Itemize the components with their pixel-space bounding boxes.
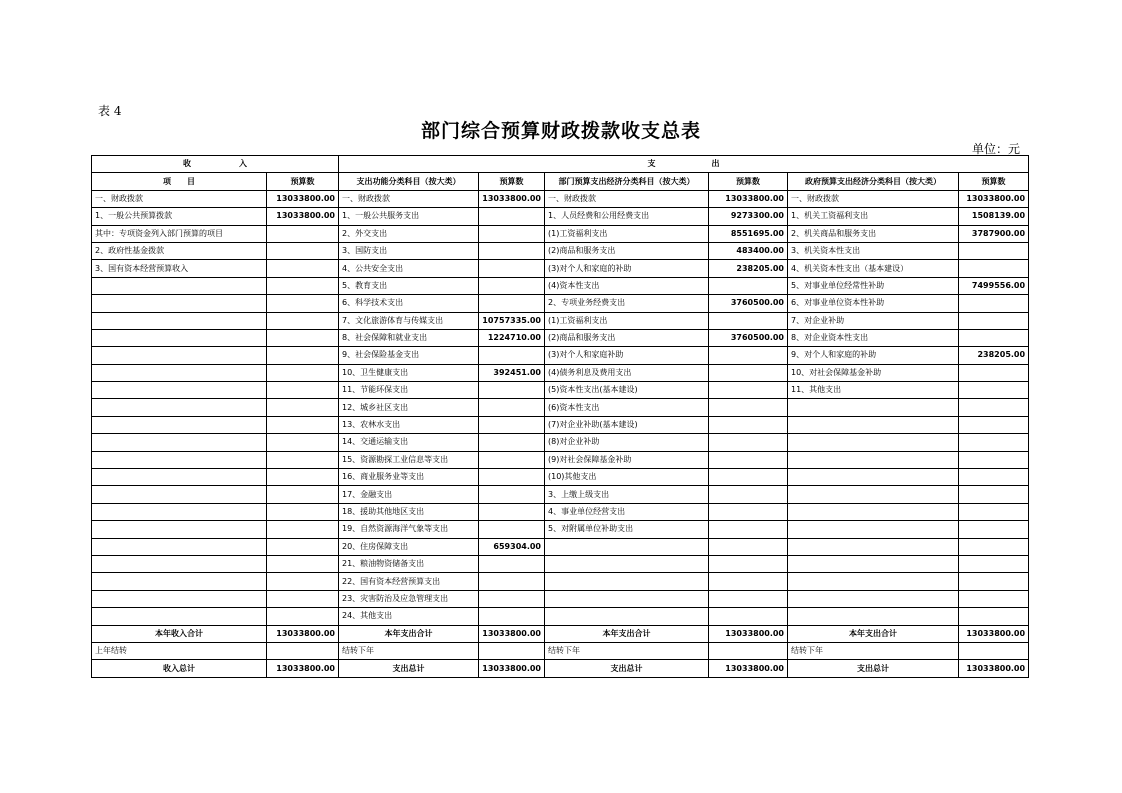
income-item-cell: 2、政府性基金拨款: [92, 242, 267, 259]
dept-econ-budget-cell: [709, 538, 788, 555]
dept-econ-item-cell: 一、财政拨款: [545, 190, 709, 207]
gov-econ-item-cell: [788, 469, 959, 486]
gov-econ-item-cell: 结转下年: [788, 642, 959, 659]
income-item-cell: [92, 555, 267, 572]
gov-econ-budget-cell: 7499556.00: [959, 277, 1029, 294]
function-item-cell: 3、国防支出: [339, 242, 479, 259]
function-item-cell: 10、卫生健康支出: [339, 364, 479, 381]
income-budget-cell: [267, 416, 339, 433]
dept-econ-budget-cell: [709, 277, 788, 294]
dept-econ-budget-cell: 13033800.00: [709, 625, 788, 642]
gov-econ-item-cell: [788, 608, 959, 625]
income-budget-cell: 13033800.00: [267, 190, 339, 207]
income-budget-cell: [267, 312, 339, 329]
income-budget-cell: [267, 295, 339, 312]
gov-econ-budget-cell: 13033800.00: [959, 190, 1029, 207]
gov-econ-item-cell: 6、对事业单位资本性补助: [788, 295, 959, 312]
income-budget-cell: 13033800.00: [267, 660, 339, 677]
income-item-cell: [92, 451, 267, 468]
gov-econ-budget-cell: [959, 399, 1029, 416]
function-item-cell: 12、城乡社区支出: [339, 399, 479, 416]
dept-econ-item-cell: (3)对个人和家庭的补助: [545, 260, 709, 277]
gov-econ-budget-cell: [959, 573, 1029, 590]
col-header-item: 项 目: [92, 173, 267, 190]
income-item-cell: [92, 503, 267, 520]
function-item-cell: 2、外交支出: [339, 225, 479, 242]
income-item-cell: 其中：专项资金列入部门预算的项目: [92, 225, 267, 242]
income-item-cell: 3、国有资本经营预算收入: [92, 260, 267, 277]
income-item-cell: [92, 538, 267, 555]
function-item-cell: 20、住房保障支出: [339, 538, 479, 555]
dept-econ-item-cell: (3)对个人和家庭补助: [545, 347, 709, 364]
gov-econ-budget-cell: 3787900.00: [959, 225, 1029, 242]
table-row: [92, 590, 1029, 607]
income-budget-cell: [267, 451, 339, 468]
function-item-cell: 7、文化旅游体育与传媒支出: [339, 312, 479, 329]
function-item-cell: 23、灾害防治及应急管理支出: [339, 590, 479, 607]
dept-econ-item-cell: 4、事业单位经营支出: [545, 503, 709, 520]
table-row: [92, 399, 1029, 416]
dept-econ-budget-cell: [709, 486, 788, 503]
function-budget-cell: 659304.00: [479, 538, 545, 555]
dept-econ-item-cell: (9)对社会保障基金补助: [545, 451, 709, 468]
dept-econ-budget-cell: [709, 590, 788, 607]
income-item-cell: [92, 573, 267, 590]
table-row: [92, 329, 1029, 346]
gov-econ-budget-cell: [959, 451, 1029, 468]
dept-econ-item-cell: [545, 590, 709, 607]
function-item-cell: 21、粮油物资储备支出: [339, 555, 479, 572]
dept-econ-budget-cell: [709, 434, 788, 451]
gov-econ-budget-cell: [959, 364, 1029, 381]
income-item-cell: [92, 416, 267, 433]
table-row: [92, 469, 1029, 486]
dept-econ-item-cell: [545, 538, 709, 555]
table-row: [92, 538, 1029, 555]
income-item-cell: [92, 590, 267, 607]
dept-econ-item-cell: [545, 608, 709, 625]
function-item-cell: 6、科学技术支出: [339, 295, 479, 312]
gov-econ-budget-cell: 1508139.00: [959, 208, 1029, 225]
gov-econ-budget-cell: [959, 242, 1029, 259]
function-budget-cell: [479, 503, 545, 520]
dept-econ-budget-cell: [709, 555, 788, 572]
income-budget-cell: [267, 399, 339, 416]
dept-econ-item-cell: (8)对企业补助: [545, 434, 709, 451]
table-row: [92, 208, 1029, 225]
gov-econ-budget-cell: [959, 469, 1029, 486]
gov-econ-budget-cell: [959, 486, 1029, 503]
dept-econ-item-cell: 2、专项业务经费支出: [545, 295, 709, 312]
income-budget-cell: [267, 382, 339, 399]
table-row: [92, 555, 1029, 572]
dept-econ-item-cell: [545, 573, 709, 590]
dept-econ-budget-cell: 238205.00: [709, 260, 788, 277]
income-budget-cell: [267, 590, 339, 607]
income-item-cell: [92, 399, 267, 416]
gov-econ-item-cell: [788, 486, 959, 503]
dept-econ-budget-cell: [709, 312, 788, 329]
function-budget-cell: [479, 416, 545, 433]
dept-econ-budget-cell: [709, 451, 788, 468]
function-budget-cell: 392451.00: [479, 364, 545, 381]
income-budget-cell: [267, 277, 339, 294]
gov-econ-item-cell: 7、对企业补助: [788, 312, 959, 329]
income-budget-cell: [267, 608, 339, 625]
function-budget-cell: [479, 399, 545, 416]
function-item-cell: 结转下年: [339, 642, 479, 659]
function-item-cell: 9、社会保险基金支出: [339, 347, 479, 364]
table-row: [92, 277, 1029, 294]
income-group-header: 收 入: [92, 156, 339, 173]
gov-econ-budget-cell: 13033800.00: [959, 660, 1029, 677]
income-item-cell: [92, 382, 267, 399]
dept-econ-item-cell: (2)商品和服务支出: [545, 329, 709, 346]
expense-group-header: 支 出: [339, 156, 1029, 173]
gov-econ-budget-cell: [959, 416, 1029, 433]
function-budget-cell: [479, 225, 545, 242]
income-item-cell: 一、财政拨款: [92, 190, 267, 207]
income-item-cell: 本年收入合计: [92, 625, 267, 642]
gov-econ-item-cell: [788, 590, 959, 607]
function-item-cell: 13、农林水支出: [339, 416, 479, 433]
function-budget-cell: [479, 642, 545, 659]
gov-econ-item-cell: [788, 416, 959, 433]
dept-econ-budget-cell: 13033800.00: [709, 190, 788, 207]
function-item-cell: 4、公共安全支出: [339, 260, 479, 277]
income-budget-cell: [267, 486, 339, 503]
function-item-cell: 24、其他支出: [339, 608, 479, 625]
income-budget-cell: [267, 364, 339, 381]
col-header-function-class: 支出功能分类科目（按大类）: [339, 173, 479, 190]
gov-econ-item-cell: 9、对个人和家庭的补助: [788, 347, 959, 364]
function-budget-cell: [479, 260, 545, 277]
gov-econ-budget-cell: [959, 642, 1029, 659]
income-item-cell: [92, 434, 267, 451]
function-item-cell: 15、资源勘探工业信息等支出: [339, 451, 479, 468]
function-item-cell: 17、金融支出: [339, 486, 479, 503]
dept-econ-budget-cell: 9273300.00: [709, 208, 788, 225]
function-budget-cell: [479, 242, 545, 259]
dept-econ-item-cell: 本年支出合计: [545, 625, 709, 642]
gov-econ-item-cell: [788, 521, 959, 538]
gov-econ-item-cell: 8、对企业资本性支出: [788, 329, 959, 346]
dept-econ-item-cell: (7)对企业补助(基本建设): [545, 416, 709, 433]
dept-econ-budget-cell: [709, 503, 788, 520]
income-item-cell: 上年结转: [92, 642, 267, 659]
gov-econ-budget-cell: [959, 503, 1029, 520]
gov-econ-budget-cell: [959, 382, 1029, 399]
table-row: [92, 190, 1029, 207]
function-item-cell: 1、一般公共服务支出: [339, 208, 479, 225]
gov-econ-budget-cell: [959, 312, 1029, 329]
gov-econ-item-cell: 10、对社会保障基金补助: [788, 364, 959, 381]
function-budget-cell: [479, 469, 545, 486]
gov-econ-item-cell: [788, 538, 959, 555]
gov-econ-item-cell: 支出总计: [788, 660, 959, 677]
gov-econ-budget-cell: [959, 434, 1029, 451]
dept-econ-item-cell: (1)工资福利支出: [545, 225, 709, 242]
table-row: [92, 573, 1029, 590]
gov-econ-item-cell: [788, 555, 959, 572]
function-budget-cell: [479, 451, 545, 468]
gov-econ-budget-cell: [959, 608, 1029, 625]
income-item-cell: [92, 469, 267, 486]
gov-econ-item-cell: [788, 451, 959, 468]
dept-econ-item-cell: (4)资本性支出: [545, 277, 709, 294]
income-budget-cell: [267, 642, 339, 659]
table-row: [92, 486, 1029, 503]
col-header-budget: 预算数: [959, 173, 1029, 190]
col-header-gov-econ-class: 政府预算支出经济分类科目（按大类）: [788, 173, 959, 190]
unit-label: 单位：元: [971, 142, 1020, 156]
income-budget-cell: [267, 503, 339, 520]
gov-econ-budget-cell: [959, 555, 1029, 572]
gov-econ-budget-cell: [959, 590, 1029, 607]
income-item-cell: 收入总计: [92, 660, 267, 677]
income-budget-cell: [267, 469, 339, 486]
dept-econ-item-cell: 3、上缴上级支出: [545, 486, 709, 503]
gov-econ-item-cell: 本年支出合计: [788, 625, 959, 642]
gov-econ-budget-cell: 238205.00: [959, 347, 1029, 364]
function-budget-cell: [479, 277, 545, 294]
dept-econ-item-cell: 结转下年: [545, 642, 709, 659]
dept-econ-item-cell: [545, 555, 709, 572]
function-budget-cell: [479, 295, 545, 312]
table-row: [92, 225, 1029, 242]
dept-econ-item-cell: (5)资本性支出(基本建设): [545, 382, 709, 399]
dept-econ-budget-cell: [709, 573, 788, 590]
income-budget-cell: 13033800.00: [267, 208, 339, 225]
income-budget-cell: [267, 521, 339, 538]
dept-econ-item-cell: 1、人员经费和公用经费支出: [545, 208, 709, 225]
dept-econ-item-cell: 5、对附属单位补助支出: [545, 521, 709, 538]
gov-econ-budget-cell: [959, 295, 1029, 312]
function-budget-cell: [479, 590, 545, 607]
function-budget-cell: [479, 434, 545, 451]
dept-econ-budget-cell: 483400.00: [709, 242, 788, 259]
function-budget-cell: [479, 208, 545, 225]
income-item-cell: [92, 347, 267, 364]
col-header-budget: 预算数: [267, 173, 339, 190]
gov-econ-item-cell: 2、机关商品和服务支出: [788, 225, 959, 242]
income-item-cell: 1、一般公共预算拨款: [92, 208, 267, 225]
income-item-cell: [92, 329, 267, 346]
dept-econ-item-cell: (2)商品和服务支出: [545, 242, 709, 259]
function-budget-cell: [479, 486, 545, 503]
gov-econ-budget-cell: [959, 538, 1029, 555]
gov-econ-item-cell: 5、对事业单位经常性补助: [788, 277, 959, 294]
function-item-cell: 18、援助其他地区支出: [339, 503, 479, 520]
function-item-cell: 19、自然资源海洋气象等支出: [339, 521, 479, 538]
income-budget-cell: [267, 260, 339, 277]
function-budget-cell: [479, 573, 545, 590]
income-budget-cell: 13033800.00: [267, 625, 339, 642]
dept-econ-item-cell: (6)资本性支出: [545, 399, 709, 416]
dept-econ-budget-cell: [709, 364, 788, 381]
income-item-cell: [92, 312, 267, 329]
function-item-cell: 一、财政拨款: [339, 190, 479, 207]
dept-econ-budget-cell: [709, 347, 788, 364]
budget-table: [91, 155, 1029, 678]
gov-econ-item-cell: [788, 503, 959, 520]
gov-econ-budget-cell: [959, 521, 1029, 538]
year-total-row: [92, 625, 1029, 642]
dept-econ-budget-cell: [709, 608, 788, 625]
income-item-cell: [92, 521, 267, 538]
dept-econ-item-cell: (1)工资福利支出: [545, 312, 709, 329]
carry-over-row: [92, 642, 1029, 659]
function-item-cell: 14、交通运输支出: [339, 434, 479, 451]
function-item-cell: 11、节能环保支出: [339, 382, 479, 399]
income-item-cell: [92, 364, 267, 381]
table-row: [92, 347, 1029, 364]
dept-econ-budget-cell: [709, 469, 788, 486]
table-row: [92, 260, 1029, 277]
table-row: [92, 382, 1029, 399]
function-budget-cell: [479, 347, 545, 364]
gov-econ-item-cell: [788, 573, 959, 590]
table-row: [92, 451, 1029, 468]
dept-econ-budget-cell: 8551695.00: [709, 225, 788, 242]
col-header-budget: 预算数: [709, 173, 788, 190]
column-header-row: [92, 173, 1029, 190]
income-item-cell: [92, 277, 267, 294]
function-budget-cell: 13033800.00: [479, 660, 545, 677]
page-title: 部门综合预算财政拨款收支总表: [420, 120, 701, 142]
gov-econ-budget-cell: [959, 329, 1029, 346]
function-item-cell: 5、教育支出: [339, 277, 479, 294]
gov-econ-item-cell: [788, 434, 959, 451]
function-budget-cell: [479, 382, 545, 399]
table-row: [92, 503, 1029, 520]
function-budget-cell: 13033800.00: [479, 190, 545, 207]
income-item-cell: [92, 295, 267, 312]
dept-econ-budget-cell: 13033800.00: [709, 660, 788, 677]
income-budget-cell: [267, 347, 339, 364]
function-budget-cell: 13033800.00: [479, 625, 545, 642]
income-budget-cell: [267, 538, 339, 555]
dept-econ-budget-cell: 3760500.00: [709, 295, 788, 312]
table-row: [92, 295, 1029, 312]
function-item-cell: 支出总计: [339, 660, 479, 677]
gov-econ-item-cell: 4、机关资本性支出（基本建设）: [788, 260, 959, 277]
dept-econ-item-cell: (4)债务利息及费用支出: [545, 364, 709, 381]
dept-econ-budget-cell: [709, 642, 788, 659]
table-row: [92, 312, 1029, 329]
table-row: [92, 434, 1029, 451]
income-budget-cell: [267, 555, 339, 572]
function-budget-cell: [479, 521, 545, 538]
table-row: [92, 364, 1029, 381]
income-budget-cell: [267, 434, 339, 451]
income-budget-cell: [267, 573, 339, 590]
income-budget-cell: [267, 225, 339, 242]
gov-econ-item-cell: 3、机关资本性支出: [788, 242, 959, 259]
gov-econ-item-cell: 11、其他支出: [788, 382, 959, 399]
col-header-dept-econ-class: 部门预算支出经济分类科目（按大类）: [545, 173, 709, 190]
dept-econ-budget-cell: [709, 382, 788, 399]
function-budget-cell: 1224710.00: [479, 329, 545, 346]
income-item-cell: [92, 486, 267, 503]
function-item-cell: 22、国有资本经营预算支出: [339, 573, 479, 590]
grand-total-row: [92, 660, 1029, 677]
income-item-cell: [92, 608, 267, 625]
function-budget-cell: [479, 555, 545, 572]
gov-econ-budget-cell: 13033800.00: [959, 625, 1029, 642]
gov-econ-item-cell: 1、机关工资福利支出: [788, 208, 959, 225]
dept-econ-budget-cell: [709, 416, 788, 433]
function-budget-cell: [479, 608, 545, 625]
table-row: [92, 608, 1029, 625]
income-budget-cell: [267, 242, 339, 259]
function-item-cell: 本年支出合计: [339, 625, 479, 642]
table-number-label: 表 4: [98, 104, 122, 118]
dept-econ-budget-cell: [709, 399, 788, 416]
dept-econ-item-cell: (10)其他支出: [545, 469, 709, 486]
dept-econ-item-cell: 支出总计: [545, 660, 709, 677]
function-item-cell: 16、商业服务业等支出: [339, 469, 479, 486]
function-item-cell: 8、社会保障和就业支出: [339, 329, 479, 346]
gov-econ-item-cell: [788, 399, 959, 416]
table-row: [92, 521, 1029, 538]
group-header-row: [92, 156, 1029, 173]
table-row: [92, 416, 1029, 433]
function-budget-cell: 10757335.00: [479, 312, 545, 329]
income-budget-cell: [267, 329, 339, 346]
table-row: [92, 242, 1029, 259]
gov-econ-budget-cell: [959, 260, 1029, 277]
dept-econ-budget-cell: [709, 521, 788, 538]
col-header-budget: 预算数: [479, 173, 545, 190]
dept-econ-budget-cell: 3760500.00: [709, 329, 788, 346]
gov-econ-item-cell: 一、财政拨款: [788, 190, 959, 207]
